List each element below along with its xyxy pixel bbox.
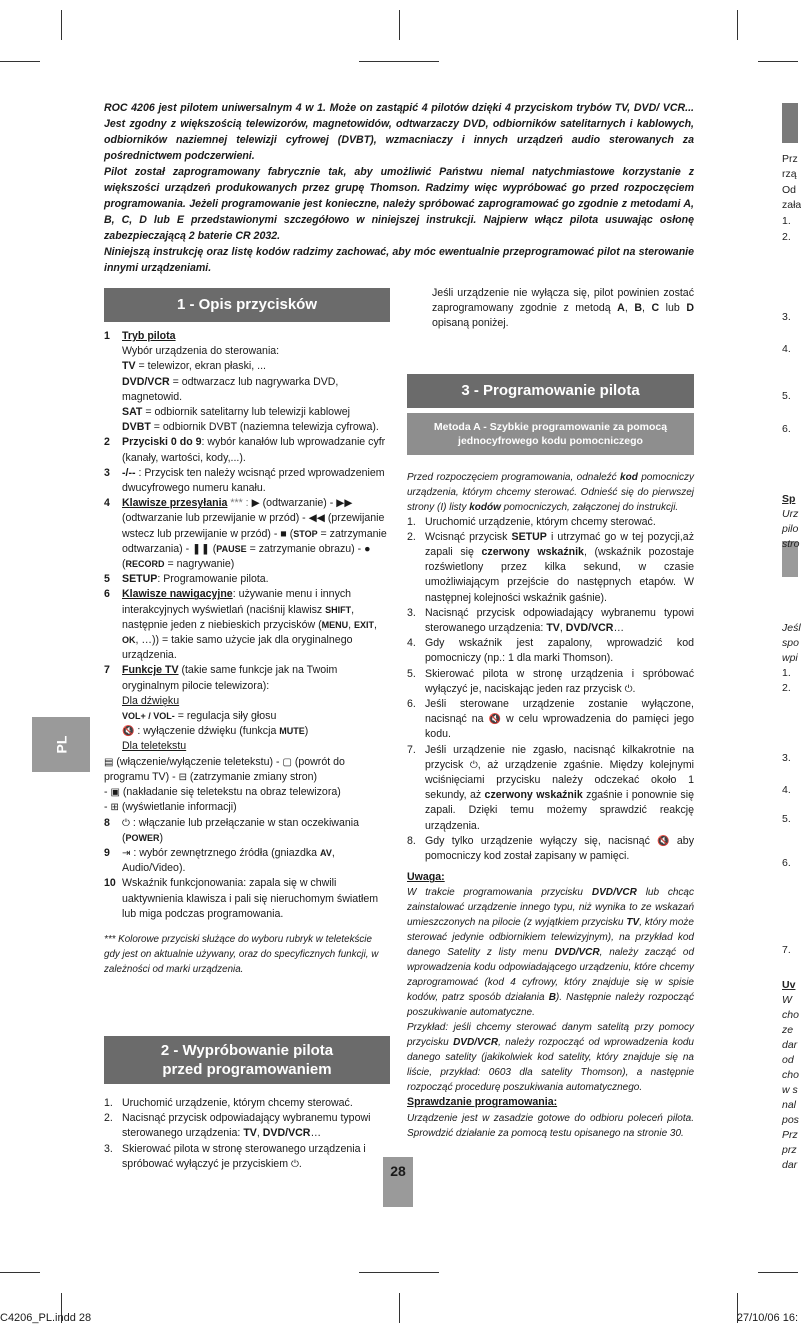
key-label: MUTE <box>279 726 305 737</box>
edge-fragment: stro <box>782 538 800 550</box>
list-item <box>407 743 694 834</box>
key-label: SHIFT <box>325 604 352 615</box>
item-text: ) <box>159 831 164 844</box>
item-text: , następnie jeden z niebieskich przycisków ( <box>122 603 355 631</box>
edge-fragment: 5. <box>782 390 791 402</box>
check-heading: Sprawdzanie programowania: <box>407 1096 558 1109</box>
power-icon: ⏻ <box>624 683 633 695</box>
key-label: DVD/VCR <box>554 947 600 959</box>
item-text: Gdy wskaźnik jest zapalony, wprowadzić kod pomocniczy (np.: 1 dla marki Thomson). <box>425 637 694 665</box>
section-3-header: 3 - Programowanie pilota <box>407 374 694 408</box>
method-letter: B <box>548 992 556 1004</box>
source-input-icon: ⇥ <box>122 847 131 859</box>
crop-mark <box>0 1272 40 1273</box>
key-label: TV <box>626 917 640 929</box>
edge-fragment: 6. <box>782 423 791 435</box>
item-text: = nagrywanie) <box>164 558 235 571</box>
key-label: SETUP <box>511 530 547 543</box>
edge-fragment: 6. <box>782 857 791 869</box>
edge-fragment: 2. <box>782 231 791 243</box>
item-text: ). Następnie należy rozpocząć poszukiwanie automatyczne. <box>407 992 694 1019</box>
item-text: = regulacja siły głosu <box>174 710 277 723</box>
edge-fragment: pos <box>782 1114 799 1126</box>
list-item <box>407 636 694 666</box>
edge-fragment: Urz <box>782 508 799 520</box>
crop-mark <box>737 10 738 40</box>
method-a-title: Metoda A - Szybkie programowanie za pomocą <box>433 420 668 433</box>
method-letter: B <box>634 302 642 315</box>
item-title: Tryb pilota <box>122 330 176 342</box>
method-a-title: jednocyfrowego kodu pomocniczego <box>458 434 643 447</box>
item-text: Nacisnąć przycisk odpowiadający wybranemu typowi sterowanego urządzenia: <box>425 606 694 635</box>
edge-fragment: pilo <box>782 523 799 535</box>
item-text: (powrót do programu TV) - <box>104 755 345 783</box>
item-text: , …)) = takie samo użycie jak dla oryginalnego urządzenia. <box>122 634 353 662</box>
crop-mark <box>758 1272 798 1273</box>
key-label: DVD/VCR <box>591 887 637 899</box>
emphasis: kodów <box>469 501 501 513</box>
edge-fragment: wpi <box>782 652 798 664</box>
key-label: TV <box>546 622 560 635</box>
emphasis: czerwony wskaźnik <box>481 546 584 559</box>
item-text: Skierować pilota w stronę urządzenia i spróbować wyłączyć je, naciskając jeden raz przycisk <box>425 667 694 695</box>
item-number: 1. <box>104 1097 113 1109</box>
edge-fragment: nal <box>782 1099 797 1111</box>
item-text: (nakładanie się teletekstu na obraz telewizora) <box>119 786 341 799</box>
intro <box>104 100 694 276</box>
edge-fragment: ze <box>782 1024 794 1036</box>
item-text: Uruchomić urządzenie, którym chcemy sterować. <box>122 1097 353 1109</box>
info-icon: ⊞ <box>110 802 119 814</box>
item-number: 8 <box>104 816 110 829</box>
item-text: opisaną poniżej. <box>432 317 509 330</box>
edge-fragment: Prz <box>782 1129 798 1141</box>
page-number: 28 <box>390 1163 406 1179</box>
mute-icon: 🔇 <box>122 726 135 738</box>
key-label: DVD/VCR <box>122 375 170 388</box>
page-number-box <box>383 1157 413 1207</box>
key-label: POWER <box>125 832 160 843</box>
key-label: DVD/VCR <box>262 1127 311 1140</box>
footnote: *** Kolorowe przyciski służące do wyboru rubryk w teletekście gdy jest on aktualnie używany, oraz do specyficznych funkcji, w zależności od marki urządzenia. <box>104 933 379 975</box>
item-text: … <box>613 622 625 635</box>
edge-fragment: 1. <box>782 215 791 227</box>
list-item <box>104 329 390 435</box>
method-letter: C <box>651 302 660 315</box>
item-text: = odtwarzacz lub nagrywarka DVD, magnetowid. <box>122 375 339 403</box>
item-text: (zatrzymanie zmiany stron) <box>186 770 318 783</box>
edge-fragment: 1. <box>782 667 791 679</box>
item-title: Klawisze nawigacyjne <box>122 588 233 601</box>
item-text: , należy rozpocząć od wprowadzenia kodu danego satelity (jakikolwiek kod satelity, który znajduje się na liście, przykład: 0603 dla satelity Thomson), a następnie rozpocząć procedurę poszukiwania automatycznego. <box>407 1037 694 1094</box>
item-text: Przed rozpoczęciem programowania, odnaleźć <box>407 471 621 483</box>
item-text: : wybór kanałów lub wprowadzanie cyfr (kanały, wartości, kody,...). <box>122 436 386 464</box>
edge-fragment: 2. <box>782 682 791 694</box>
footer-date: 27/10/06 16: <box>736 1312 798 1324</box>
mix-icon: ▣ <box>110 787 120 799</box>
edge-fragment: Prz <box>782 153 798 165</box>
item-text: pomocniczych, załączonej do instrukcji. <box>500 501 679 513</box>
key-label: MENU <box>321 619 349 630</box>
item-text: , (wskaźnik pozostaje rozświetlony przez kilka sekund, w czasie umożliwiającym przejście do następnych etapów. W następnej kolejności wskaźnik gaśnie). <box>425 546 695 604</box>
crop-mark <box>399 1293 400 1323</box>
item-number: 1 <box>104 330 110 342</box>
item-number: 6. <box>407 698 416 711</box>
right-edge-header-box <box>782 103 798 143</box>
method-letter: A <box>617 302 625 315</box>
key-label: TV <box>243 1127 257 1140</box>
sub-heading: Dla dźwięku <box>122 694 180 707</box>
edge-fragment: 3. <box>782 752 791 764</box>
method-a-intro <box>407 470 694 515</box>
item-number: 4. <box>407 637 416 650</box>
item-text: pomocniczy urządzenia, którym chcemy sterować. Odnieść się do pierwszej strony (I) listy <box>407 471 694 513</box>
hold-icon: ⊟ <box>178 771 187 783</box>
item-text: *** : <box>227 497 252 510</box>
item-number: 2. <box>407 530 416 543</box>
list-item <box>104 846 390 876</box>
item-text: Nacisnąć przycisk odpowiadający wybranemu typowi sterowanego urządzenia: <box>122 1112 371 1140</box>
list-item <box>104 466 390 496</box>
edge-fragment: 4. <box>782 784 791 796</box>
item-text: i utrzymać go w tej pozycji,aż zapali się <box>425 530 694 559</box>
item-text: Gdy tylko urządzenie wyłączy się, nacisnąć <box>425 834 658 847</box>
note-text <box>407 885 694 1020</box>
item-text: Jeśli urządzenie nie wyłącza się, pilot powinien zostać zaprogramowany zgodnie z metodą <box>432 287 694 315</box>
language-label: PL <box>53 735 69 754</box>
item-text: : włączanie lub przełączanie w stan oczekiwania ( <box>122 816 359 844</box>
intro-paragraph: Pilot został zaprogramowany fabrycznie tak, aby umożliwić Państwu niemal natychmiastowe korzystanie z większości urządzeń produkowanych przez grupę Thomson. Radzimy więc wypróbować go przed rozpoczęciem programowania. Jeżeli programowanie jest konieczne, należy spróbować zaprogramować go zgodnie z metodami A, B, C, D lub E przedstawionymi szczegółowo w niniejszej instrukcji. Najpierw włącz pilota usuwając osłonę zabezpieczającą 2 baterie CR 2032. <box>104 166 694 242</box>
item-number: 4 <box>104 497 110 510</box>
item-number: 8. <box>407 834 416 847</box>
key-label: TV <box>122 360 136 373</box>
footer-filename: C4206_PL.indd 28 <box>0 1312 92 1324</box>
power-icon: ⏻ <box>469 759 478 771</box>
item-text: = odbiornik satelitarny lub telewizji kablowej <box>142 406 350 419</box>
list-item <box>104 663 390 754</box>
sub-heading: Dla teletekstu <box>122 740 187 753</box>
item-text: … <box>310 1127 322 1140</box>
tv-icon: ▢ <box>282 756 292 768</box>
item-text: W trakcie programowania przycisku <box>407 887 592 899</box>
item-text: (wyświetlanie informacji) <box>118 801 237 814</box>
crop-mark <box>758 61 798 62</box>
item-text: Skierować pilota w stronę sterowanego urządzenia i spróbować wyłączyć je przyciskiem <box>122 1142 366 1170</box>
key-label: Przyciski 0 do 9 <box>122 436 202 449</box>
item-title: Funkcje TV <box>122 664 179 677</box>
edge-fragment: zała <box>782 199 801 211</box>
edge-fragment: W <box>782 994 792 1006</box>
section-2 <box>104 1036 390 1172</box>
edge-fragment: dar <box>782 1039 798 1051</box>
item-number: 2. <box>104 1112 113 1125</box>
crop-mark <box>359 1272 439 1273</box>
method-letter: D <box>686 302 694 315</box>
edge-fragment: Od <box>782 184 797 196</box>
item-text: Wcisnąć przycisk <box>425 530 512 543</box>
item-text: zgaśnie i ponownie się zapali. Dzięki temu możemy sprawdzić reakcję urządzenia. <box>425 789 694 832</box>
edge-fragment: rzą <box>782 168 797 180</box>
item-text: , Audio/Video). <box>122 846 335 875</box>
note-heading: Uwaga: <box>407 871 445 884</box>
item-text: - ▶▶ (odtwarzanie lub przewijanie w przód) - ◀◀ (przewijanie wstecz lub przewijanie w przód) - ■ ( <box>122 497 385 540</box>
item-text: aby pomocniczy kod został zapisany w pamięci. <box>425 834 694 863</box>
edge-fragment: Sp <box>782 493 796 505</box>
emphasis: czerwony wskaźnik <box>484 789 583 802</box>
left-column <box>104 288 390 977</box>
item-text: : wybór zewnętrznego źródła (gniazdka <box>130 846 320 859</box>
item-title: Klawisze przesyłania <box>122 497 228 510</box>
check-text: Urządzenie jest w zasadzie gotowe do odbioru poleceń pilota. Sprowdzić działanie za pomocą testu opisanego na stronie 30. <box>407 1112 694 1139</box>
item-number: 10 <box>104 877 116 890</box>
list-item: 2. Nacisnąć przycisk odpowiadający wybranemu typowi sterowanego urządzenia: TV, DVD/VCR… <box>104 1111 390 1141</box>
power-icon: ⏻ <box>290 1158 299 1170</box>
mute-icon: 🔇 <box>488 714 502 726</box>
key-label: AV <box>320 847 332 858</box>
crop-mark <box>359 61 439 62</box>
item-text: (włączenie/wyłączenie teletekstu) - <box>113 755 283 768</box>
list-item <box>104 876 390 922</box>
item-number: 9 <box>104 846 110 859</box>
edge-fragment: cho <box>782 1069 799 1081</box>
edge-fragment: 7. <box>782 944 791 956</box>
intro-text: Jeśli urządzenie nie wyłącza się, pilot powinien zostać zaprogramowany zgodnie z metodą A, B, C lub D opisaną poniżej. <box>432 287 694 330</box>
edge-fragment: od <box>782 1054 794 1066</box>
crop-mark <box>399 10 400 40</box>
language-tab <box>32 717 90 772</box>
item-number: 3. <box>407 606 416 619</box>
list-item <box>104 1096 390 1111</box>
crop-mark <box>0 61 40 62</box>
list-item <box>104 496 390 572</box>
item-text: , aż urządzenie zgaśnie. Między kolejnymi wciśnięciami przycisku należy odczekać około 1 sekundy, aż <box>425 758 694 802</box>
list-item <box>407 530 694 606</box>
key-label: DVD/VCR <box>453 1037 499 1049</box>
item-text: = zatrzymanie odtwarzania) - ❚❚ ( <box>122 527 387 555</box>
item-text: lub chcąc zainstalować urządzenie innego typu, niż wynika to ze wskazań umieszczonych na pilocie (z wyjątkiem przycisku <box>407 887 694 929</box>
list-item: 5. Skierować pilota w stronę urządzenia i spróbować wyłączyć je, naciskając jeden raz przycisk ⏻. <box>407 667 694 697</box>
item-number: 3. <box>104 1142 113 1155</box>
list-item <box>104 572 390 587</box>
list-item <box>407 697 694 743</box>
edge-fragment: prz <box>782 1144 797 1156</box>
key-label: DVD/VCR <box>565 622 614 635</box>
edge-fragment: cho <box>782 1009 799 1021</box>
key-label: EXIT <box>354 619 375 630</box>
item-text: , należy zacząć od wprowadzenia kodu odpowiadającego urządzeniu, które chcemy zaprogramować (kod 4 cyfrowy, który znajduje się w spisie kodów, patrz sposób działania <box>407 947 695 1004</box>
item-number: 2 <box>104 436 110 449</box>
intro-paragraph: ROC 4206 jest pilotem uniwersalnym 4 w 1. Może on zastąpić 4 pilotów dzięki 4 przyciskom trybów TV, DVD/ VCR... Jest zgodny z większością telewizorów, magnetowidów, odtwarzaczy DVD, odbiorników satelitarnych i kablowych, odbiorników naziemnej telewizji cyfrowej (DVBT), wzmacniaczy i innych urządzeń audio sterowanych za pośrednictwem podczerwieni. <box>104 102 694 162</box>
intro-paragraph: Niniejszą instrukcję oraz listę kodów radzimy zachować, aby móc ewentualnie przeprogramować pilot na sterowanie innymi urządzeniami. <box>104 246 694 274</box>
list-item <box>407 834 694 864</box>
item-number: 7. <box>407 743 416 756</box>
item-text: : Przycisk ten należy wcisnąć przed wprowadzeniem dwucyfrowego numeru kanału. <box>122 466 385 495</box>
edge-fragment: w s <box>782 1084 798 1096</box>
item-text: w celu wprowadzenia do pamięci jego kodu. <box>425 713 694 741</box>
edge-fragment: dar <box>782 1159 798 1171</box>
edge-fragment: Jeśl <box>782 622 801 634</box>
item-text: Przykład: jeśli chcemy sterować danym satelitą przy pomocy przycisku <box>407 1022 694 1049</box>
section-2-title: przed programowaniem <box>162 1061 332 1078</box>
item-text: = zatrzymanie obrazu) - ● ( <box>122 542 371 571</box>
section-1-header: 1 - Opis przycisków <box>104 288 390 322</box>
teletext-icon: ▤ <box>104 756 114 768</box>
key-label: PAUSE <box>216 543 247 554</box>
item-text: Wybór urządzenia do sterowania: <box>122 345 280 358</box>
item-number: 5 <box>104 573 110 586</box>
item-number: 6 <box>104 588 110 601</box>
teletext-lines: ▤ (włączenie/wyłączenie teletekstu) - ▢ (powrót do programu TV) - ⊟ (zatrzymanie zmiany stron) - ▣ (nakładanie się teletekstu na obraz telewizora) - ⊞ (wyświetlanie informacji) <box>104 755 390 816</box>
item-text: : używanie menu i innych interakcyjnych wyświetlań (naciśnij klawisz <box>122 588 352 616</box>
item-text: ) <box>304 725 309 738</box>
list-item: 3. Nacisnąć przycisk odpowiadający wybranemu typowi sterowanego urządzenia: TV, DVD/VCR… <box>407 606 694 636</box>
emphasis: kod <box>620 471 638 483</box>
list-item: 6 Klawisze nawigacyjne: używanie menu i innych interakcyjnych wyświetlań (naciśnij klawisz SHIFT, następnie jeden z niebieskich przycisków (MENU, EXIT, OK, …)) = takie samo użycie jak dla oryginalnego urządzenia. <box>104 587 390 663</box>
key-label: RECORD <box>125 559 165 570</box>
crop-mark <box>61 10 62 40</box>
list-item <box>407 515 694 530</box>
item-text: : Programowanie pilota. <box>157 573 269 586</box>
edge-fragment: 3. <box>782 311 791 323</box>
key-label: SETUP <box>122 573 158 586</box>
edge-fragment: 4. <box>782 343 791 355</box>
play-text: ▶ (odtwarzanie) <box>251 497 327 510</box>
item-number: 7 <box>104 664 110 677</box>
key-label: STOP <box>293 528 318 539</box>
item-text: Wskaźnik funkcjonowania: zapala się w chwili uaktywnienia klawisza i pali się nieruchomym światłem lub miga podczas programowania. <box>122 877 379 920</box>
example-text <box>407 1020 694 1095</box>
list-item <box>104 816 390 846</box>
key-label: -/-- <box>122 466 136 479</box>
item-text: Uruchomić urządzenie, którym chcemy sterować. <box>425 515 656 528</box>
mute-icon: 🔇 <box>657 835 670 847</box>
item-text: , który może sterować jedynie odbiornikiem telewizyjnym), na przykład kod danego Satelity z listy menu <box>407 917 694 959</box>
item-text: (takie same funkcje jak na Twoim oryginalnym pilocie telewizora): <box>122 664 338 692</box>
middle-column <box>407 286 694 1141</box>
item-text: = odbiornik DVBT (naziemna telewizja cyfrowa). <box>150 421 379 434</box>
edge-fragment: Uv <box>782 979 796 991</box>
item-number: 1. <box>407 515 416 528</box>
list-item: 3. Skierować pilota w stronę sterowanego urządzenia i spróbować wyłączyć je przyciskiem ⏻. <box>104 1142 390 1172</box>
key-label: SAT <box>122 406 143 419</box>
list-item <box>104 435 390 465</box>
item-text: lub <box>659 302 687 315</box>
key-label: OK <box>122 635 136 646</box>
item-text: Jeśli sterowane urządzenie zostanie wyłączone, nacisnąć na <box>425 698 694 726</box>
key-label: VOL+ / VOL- <box>122 711 175 722</box>
edge-fragment: spo <box>782 637 799 649</box>
item-number: 5. <box>407 667 416 680</box>
edge-fragment: 5. <box>782 813 791 825</box>
key-label: DVBT <box>122 421 151 434</box>
item-text: Jeśli urządzenie nie zgasło, nacisnąć kilkakrotnie na przycisk <box>425 743 694 771</box>
method-a-header <box>407 413 694 455</box>
item-text: : wyłączenie dźwięku (funkcja <box>134 725 280 738</box>
section-2-header <box>104 1036 390 1084</box>
power-icon: ⏻ <box>122 817 130 829</box>
section-2-title: 2 - Wypróbowanie pilota <box>160 1042 334 1059</box>
item-number: 3 <box>104 466 110 479</box>
item-text: = telewizor, ekran płaski, ... <box>135 360 266 373</box>
